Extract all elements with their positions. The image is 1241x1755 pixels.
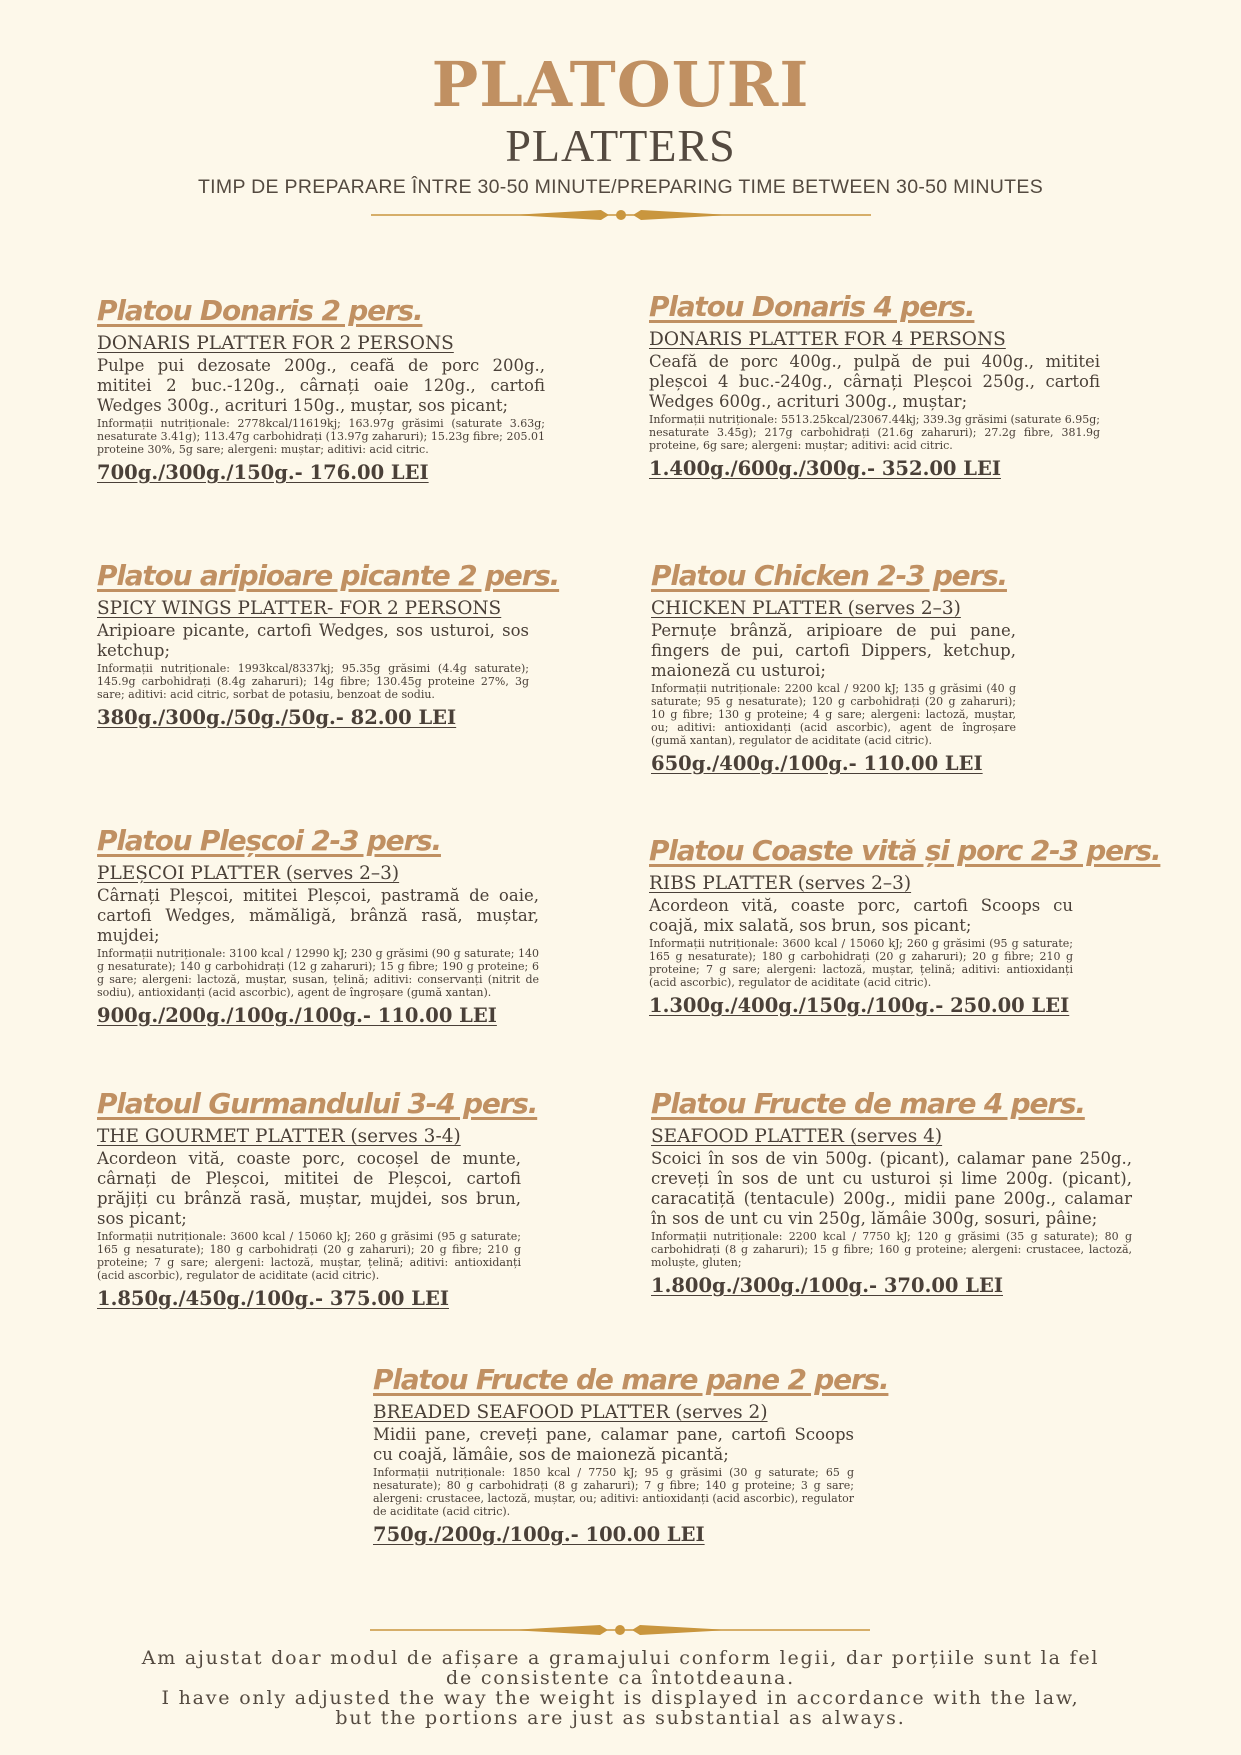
item-subtitle: SEAFOOD PLATTER (serves 4) [651, 1126, 943, 1147]
item-description: Pernuțe brânză, aripioare de pui pane, fingers de pui, cartofi Dippers, ketchup, maioneză cu usturoi; [651, 621, 1016, 680]
item-nutrition: Informații nutriționale: 1993kcal/8337kj; 95.35g grăsimi (4.4g saturate); 145.9g carbohidrați (8.4g zaharuri); 14g fibre; 130.45g proteine 27%, 3g sare; aditivi: acid citric, sorbat de potasiu, benzoat de sodiu. [97, 662, 529, 701]
item-title: Platou Fructe de mare pane 2 pers. [373, 1363, 889, 1396]
item-subtitle: DONARIS PLATTER FOR 2 PERSONS [97, 333, 454, 354]
item-description: Ceafă de porc 400g., pulpă de pui 400g., mititei pleșcoi 4 buc.-240g., cârnați Pleșcoi 250g., cartofi Wedges 600g., acrituri 300g., muștar; [649, 352, 1100, 411]
menu-item-seafood [651, 1085, 1132, 1299]
item-nutrition: Informații nutriționale: 3600 kcal / 15060 kJ; 260 g grăsimi (95 g saturate; 165 g nesaturate); 180 g carbohidrați (20 g zaharuri); 20 g fibre; 210 g proteine; 7 g sare; alergeni: lactoză, muștar, țelină; aditivi: antioxidanți (acid ascorbic), regulator de aciditate (acid citric). [97, 1230, 521, 1282]
page-title-en: PLATTERS [505, 120, 736, 171]
item-description: Aripioare picante, cartofi Wedges, sos usturoi, sos ketchup; [97, 621, 529, 660]
menu-item-plescoi [97, 822, 539, 1029]
preparing-time-note: TIMP DE PREPARARE ÎNTRE 30-50 MINUTE/PREPARING TIME BETWEEN 30-50 MINUTES [197, 176, 1044, 198]
item-title: Platou Pleșcoi 2-3 pers. [97, 824, 441, 857]
item-title: Platou Donaris 4 pers. [649, 290, 975, 323]
item-subtitle: DONARIS PLATTER FOR 4 PERSONS [649, 329, 1006, 350]
footer-line-ro-1: Am ajustat doar modul de afișare a gramajului conform legii, dar porțiile sunt la fel [141, 1647, 1100, 1669]
item-nutrition: Informații nutriționale: 2200 kcal / 9200 kJ; 135 g grăsimi (40 g saturate; 95 g nesaturate); 120 g carbohidrați (20 g zaharuri); 10 g fibre; 130 g proteine; 4 g sare; alergeni: lactoză, muștar, ou; aditivi: antioxidanți (acid ascorbic), agent de îngroșare (gumă xantan), regulator de aciditate (acid citric). [651, 682, 1016, 747]
ornament-divider-bottom [370, 1622, 870, 1638]
menu-header [0, 50, 1241, 223]
menu-item-ribs [649, 832, 1161, 1019]
item-title: Platou Chicken 2-3 pers. [651, 559, 1007, 592]
menu-item-breaded-seafood [373, 1361, 889, 1548]
ornament-divider-top [371, 207, 871, 223]
item-description: Pulpe pui dezosate 200g., ceafă de porc 200g., mititei 2 buc.-120g., cârnați oaie 120g., cartofi Wedges 300g., acrituri 150g., muștar, sos picant; [97, 356, 545, 415]
menu-item-spicy-wings [97, 557, 560, 731]
footer-note [80, 1648, 1161, 1728]
item-nutrition: Informații nutriționale: 1850 kcal / 7750 kJ; 95 g grăsimi (30 g saturate; 65 g nesaturate); 80 g carbohidrați (8 g zaharuri); 7 g fibre; 140 g proteine; 3 g sare; alergeni: crustacee, lactoză, muștar, ou; aditivi: antioxidanți (acid ascorbic), regulator de aciditate (acid citric). [373, 1466, 854, 1518]
item-price: 650g./400g./100g.- 110.00 LEI [651, 752, 983, 775]
item-title: Platou aripioare picante 2 pers. [97, 559, 560, 592]
item-price: 1.400g./600g./300g.- 352.00 LEI [649, 457, 1001, 480]
menu-item-donaris-4 [649, 288, 1100, 482]
item-subtitle: PLEȘCOI PLATTER (serves 2–3) [97, 863, 400, 884]
item-price: 750g./200g./100g.- 100.00 LEI [373, 1523, 705, 1546]
item-price: 380g./300g./50g./50g.- 82.00 LEI [97, 706, 457, 729]
item-price: 1.300g./400g./150g./100g.- 250.00 LEI [649, 994, 1070, 1017]
item-description: Acordeon vită, coaste porc, cocoșel de munte, cârnați de Pleșcoi, mititei de Pleșcoi, cartofi prăjiți cu brânză rasă, muștar, mujdei, sos brun, sos picant; [97, 1149, 521, 1228]
item-title: Platou Fructe de mare 4 pers. [651, 1087, 1085, 1120]
item-nutrition: Informații nutriționale: 3600 kcal / 15060 kJ; 260 g grăsimi (95 g saturate; 165 g nesaturate); 180 g carbohidrați (20 g zaharuri); 20 g fibre; 210 g proteine; 7 g sare; alergeni: lactoză, muștar, țelină; aditivi: antioxidanți (acid ascorbic), regulator de aciditate (acid citric). [649, 937, 1073, 989]
footer-line-en-1: I have only adjusted the way the weight is displayed in accordance with the law, [161, 1687, 1080, 1709]
item-subtitle: SPICY WINGS PLATTER- FOR 2 PERSONS [97, 598, 502, 619]
item-description: Scoici în sos de vin 500g. (picant), calamar pane 250g., creveți în sos de unt cu usturoi și lime 200g. (picant), caracatiță (tentacule) 200g., midii pane 200g., calamar în sos de unt cu vin 250g, lămâie 300g, sosuri, pâine; [651, 1149, 1132, 1228]
item-description: Midii pane, creveți pane, calamar pane, cartofi Scoops cu coajă, lămâie, sos de maioneză picantă; [373, 1425, 854, 1464]
item-subtitle: THE GOURMET PLATTER (serves 3-4) [97, 1126, 461, 1147]
item-description: Cârnați Pleșcoi, mititei Pleșcoi, pastramă de oaie, cartofi Wedges, mămăligă, brânză rasă, muștar, mujdei; [97, 886, 539, 945]
item-price: 1.800g./300g./100g.- 370.00 LEI [651, 1274, 1003, 1297]
menu-item-donaris-2 [97, 292, 545, 486]
menu-item-chicken [651, 557, 1016, 777]
menu-item-gourmet [97, 1085, 538, 1312]
item-subtitle: CHICKEN PLATTER (serves 2–3) [651, 598, 961, 619]
item-nutrition: Informații nutriționale: 2200 kcal / 7750 kJ; 120 g grăsimi (35 g saturate); 80 g carbohidrați (8 g zaharuri); 15 g fibre; 160 g proteine; alergeni: crustacee, lactoză, moluște, gluten; [651, 1230, 1132, 1269]
footer-line-ro-2: de consistente ca întotdeauna. [446, 1667, 795, 1689]
item-description: Acordeon vită, coaste porc, cartofi Scoops cu coajă, mix salată, sos brun, sos picant; [649, 896, 1073, 935]
page-title-ro: PLATOURI [431, 48, 810, 121]
item-price: 900g./200g./100g./100g.- 110.00 LEI [97, 1004, 497, 1027]
item-price: 700g./300g./150g.- 176.00 LEI [97, 461, 429, 484]
item-title: Platou Donaris 2 pers. [97, 294, 423, 327]
item-title: Platou Coaste vită și porc 2-3 pers. [649, 834, 1161, 867]
item-subtitle: BREADED SEAFOOD PLATTER (serves 2) [373, 1402, 768, 1423]
item-price: 1.850g./450g./100g.- 375.00 LEI [97, 1287, 449, 1310]
item-nutrition: Informații nutriționale: 2778kcal/11619kj; 163.97g grăsimi (saturate 3.63g; nesaturate 3.41g); 113.47g carbohidrați (13.97g zaharuri); 15.23g fibre; 205.01 proteine 30%, 5g sare; alergeni: muștar; aditivi: acid citric. [97, 417, 545, 456]
footer-line-en-2: but the portions are just as substantial as always. [335, 1707, 906, 1729]
item-title: Platoul Gurmandului 3-4 pers. [97, 1087, 538, 1120]
item-nutrition: Informații nutriționale: 3100 kcal / 12990 kJ; 230 g grăsimi (90 g saturate; 140 g nesaturate); 140 g carbohidrați (12 g zaharuri); 15 g fibre; 190 g proteine; 6 g sare; alergeni: lactoză, muștar, susan, țelină; aditivi: conservanți (nitrit de sodiu), antioxidanți (acid ascorbic), agent de îngroșare (gumă xantan). [97, 947, 539, 999]
item-subtitle: RIBS PLATTER (serves 2–3) [649, 873, 912, 894]
item-nutrition: Informații nutriționale: 5513.25kcal/23067.44kj; 339.3g grăsimi (saturate 6.95g; nesaturate 3.45g); 217g carbohidrați (21.6g zaharuri); 27.2g fibre, 381.9g proteine, 6g sare; alergeni: muștar; aditivi: acid citric. [649, 413, 1100, 452]
